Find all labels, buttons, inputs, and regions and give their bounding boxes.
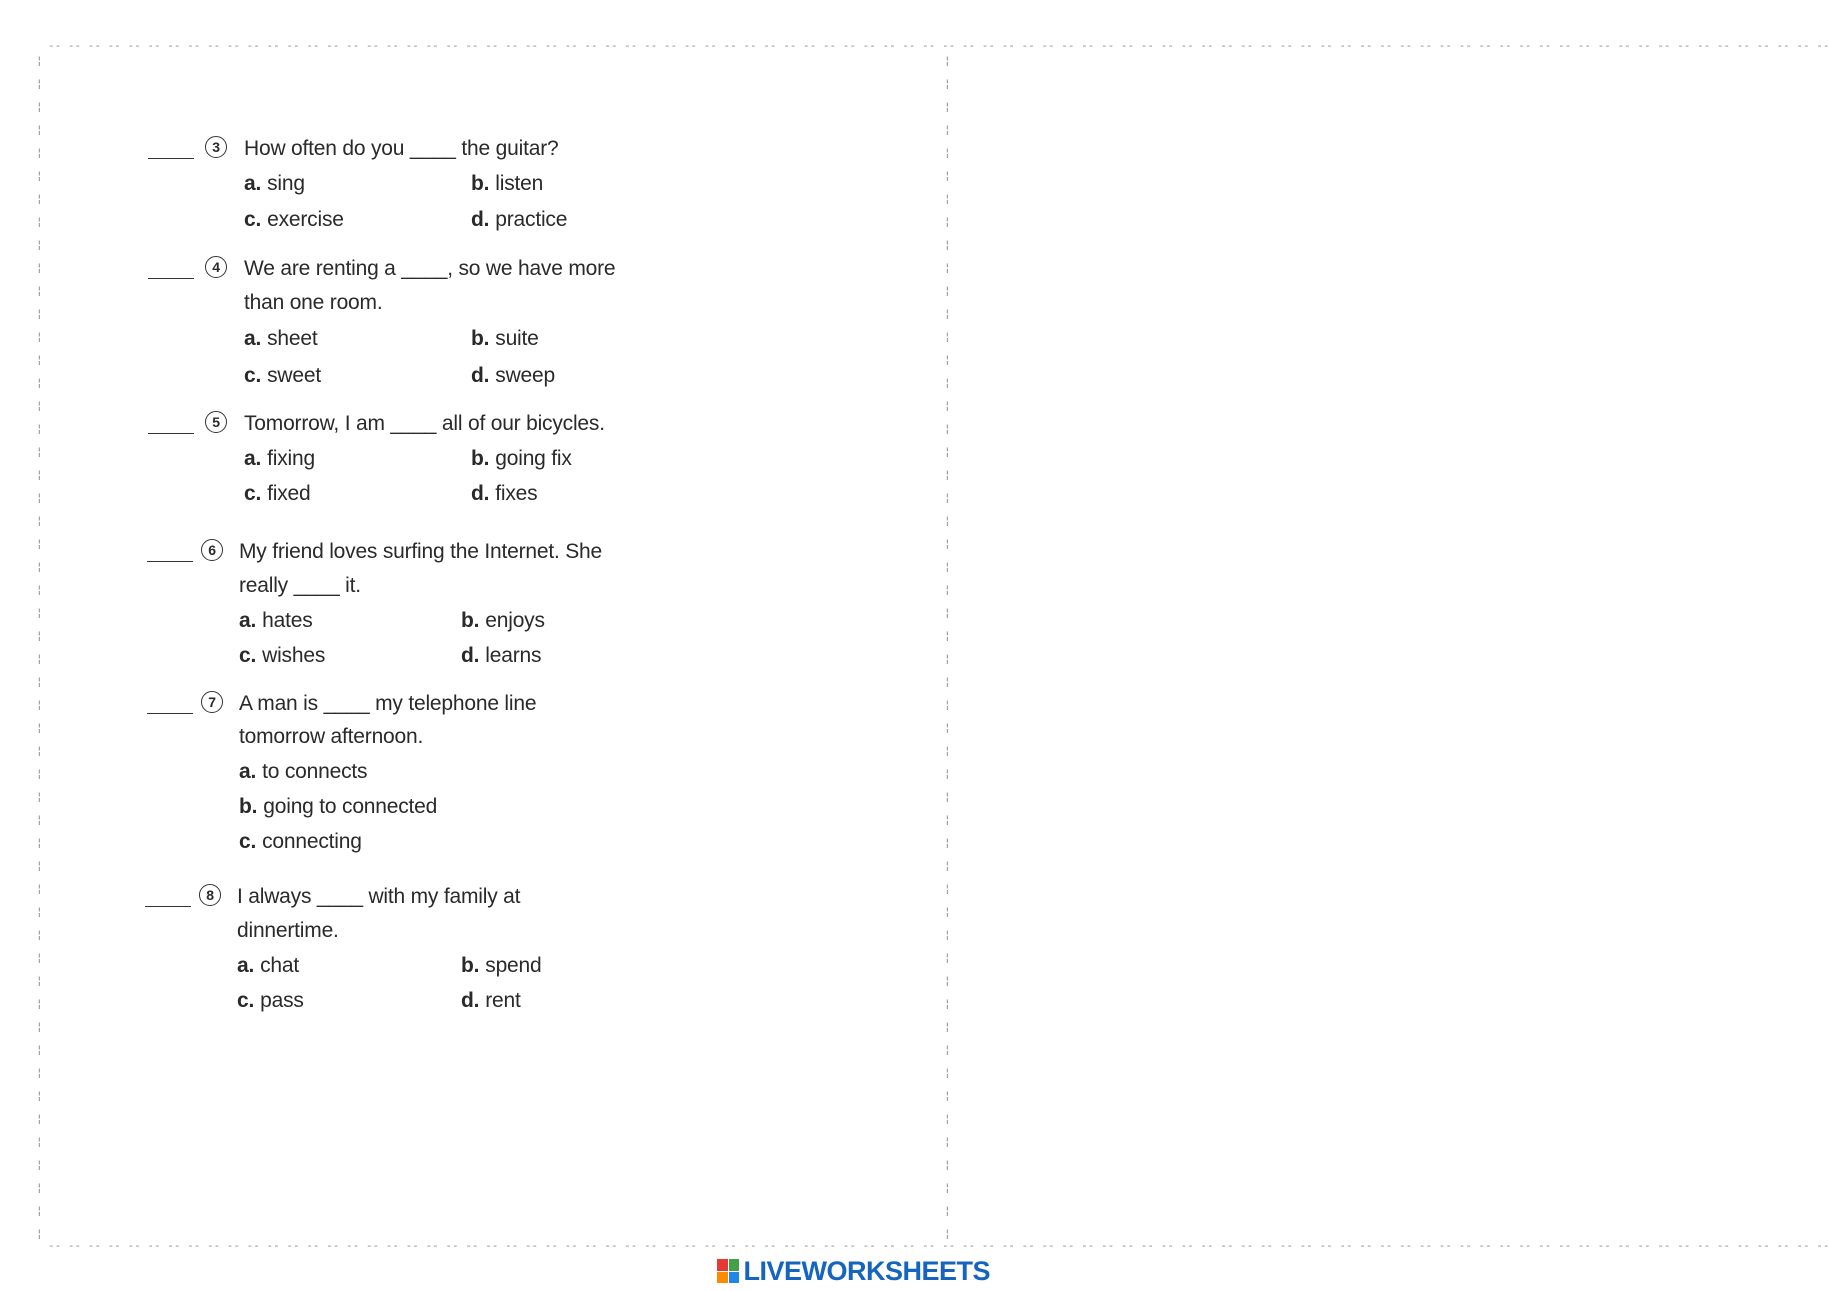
liveworksheets-logo	[717, 1255, 990, 1287]
answer-blank[interactable]	[147, 713, 193, 714]
option-c: c. pass	[237, 989, 304, 1012]
question-text: I always ____ with my family at	[237, 885, 521, 908]
option-c: c. connecting	[239, 830, 362, 853]
option-d: d. sweep	[471, 364, 555, 387]
option-b: b. spend	[461, 954, 542, 977]
answer-blank[interactable]	[145, 906, 191, 907]
option-c: c. exercise	[244, 208, 344, 231]
option-d: d. practice	[471, 208, 568, 231]
option-a: a. chat	[237, 954, 300, 977]
border-top: -- -- -- -- -- -- -- -- -- -- -- -- -- -- -- -- -- -- -- -- -- -- -- -- -- -- -- -- -- -- -- -- -- -- -- -- -- -- -- -- -- -- -- -- -- -- -- -- -- -- -- -- -- -- -- -- -- -- -- -- -- -- -- -- -- -- -- -- -- -- -- -- -- -- -- -- -- -- -- -- -- -- -- -- -- -- -- -- -- --	[48, 39, 1829, 52]
option-a: a. to connects	[239, 760, 368, 783]
question-number: 4	[205, 256, 227, 278]
question-text-line2: tomorrow afternoon.	[239, 725, 424, 748]
question-text-line2: dinnertime.	[237, 919, 339, 942]
option-d: d. learns	[461, 644, 542, 667]
option-a: a. sheet	[244, 327, 318, 350]
question-text: How often do you ____ the guitar?	[244, 137, 559, 160]
option-a: a. hates	[239, 609, 313, 632]
question-text-line2: than one room.	[244, 291, 383, 314]
option-b: b. listen	[471, 172, 544, 195]
answer-blank[interactable]	[148, 158, 194, 159]
question-number: 7	[201, 691, 223, 713]
question-text: We are renting a ____, so we have more	[244, 257, 616, 280]
option-b: b. going to connected	[239, 795, 438, 818]
question-number: 5	[205, 411, 227, 433]
option-c: c. wishes	[239, 644, 326, 667]
option-d: d. fixes	[471, 482, 538, 505]
answer-blank[interactable]	[147, 561, 193, 562]
brand-name: LIVEWORKSHEETS	[743, 1255, 990, 1286]
option-c: c. sweet	[244, 364, 321, 387]
border-right: ¦ ¦ ¦ ¦ ¦ ¦ ¦ ¦ ¦ ¦ ¦ ¦ ¦ ¦ ¦ ¦ ¦ ¦ ¦ ¦ ¦ ¦ ¦ ¦ ¦ ¦ ¦ ¦ ¦ ¦ ¦ ¦ ¦ ¦ ¦ ¦ ¦ ¦ ¦ ¦ ¦ ¦ ¦ ¦ ¦ ¦ ¦ ¦ ¦ ¦ ¦ ¦	[944, 54, 951, 1240]
border-left: ¦ ¦ ¦ ¦ ¦ ¦ ¦ ¦ ¦ ¦ ¦ ¦ ¦ ¦ ¦ ¦ ¦ ¦ ¦ ¦ ¦ ¦ ¦ ¦ ¦ ¦ ¦ ¦ ¦ ¦ ¦ ¦ ¦ ¦ ¦ ¦ ¦ ¦ ¦ ¦ ¦ ¦ ¦ ¦ ¦ ¦ ¦ ¦ ¦ ¦ ¦ ¦	[36, 54, 43, 1240]
question-number: 6	[201, 539, 223, 561]
border-bottom: -- -- -- -- -- -- -- -- -- -- -- -- -- -- -- -- -- -- -- -- -- -- -- -- -- -- -- -- -- -- -- -- -- -- -- -- -- -- -- -- -- -- -- -- -- -- -- -- -- -- -- -- -- -- -- -- -- -- -- -- -- -- -- -- -- -- -- -- -- -- -- -- -- -- -- -- -- -- -- -- -- -- -- -- -- -- -- -- -- --	[48, 1239, 1829, 1252]
option-b: b. suite	[471, 327, 539, 350]
option-c: c. fixed	[244, 482, 311, 505]
answer-blank[interactable]	[148, 278, 194, 279]
option-b: b. enjoys	[461, 609, 545, 632]
answer-blank[interactable]	[148, 433, 194, 434]
question-text-line2: really ____ it.	[239, 574, 361, 597]
option-a: a. fixing	[244, 447, 315, 470]
question-number: 8	[199, 884, 221, 906]
liveworksheets-logo-icon	[717, 1259, 739, 1283]
option-d: d. rent	[461, 989, 521, 1012]
question-text: A man is ____ my telephone line	[239, 692, 537, 715]
question-text: Tomorrow, I am ____ all of our bicycles.	[244, 412, 605, 435]
option-a: a. sing	[244, 172, 305, 195]
option-b: b. going fix	[471, 447, 572, 470]
question-number: 3	[205, 136, 227, 158]
question-text: My friend loves surfing the Internet. She	[239, 540, 602, 563]
